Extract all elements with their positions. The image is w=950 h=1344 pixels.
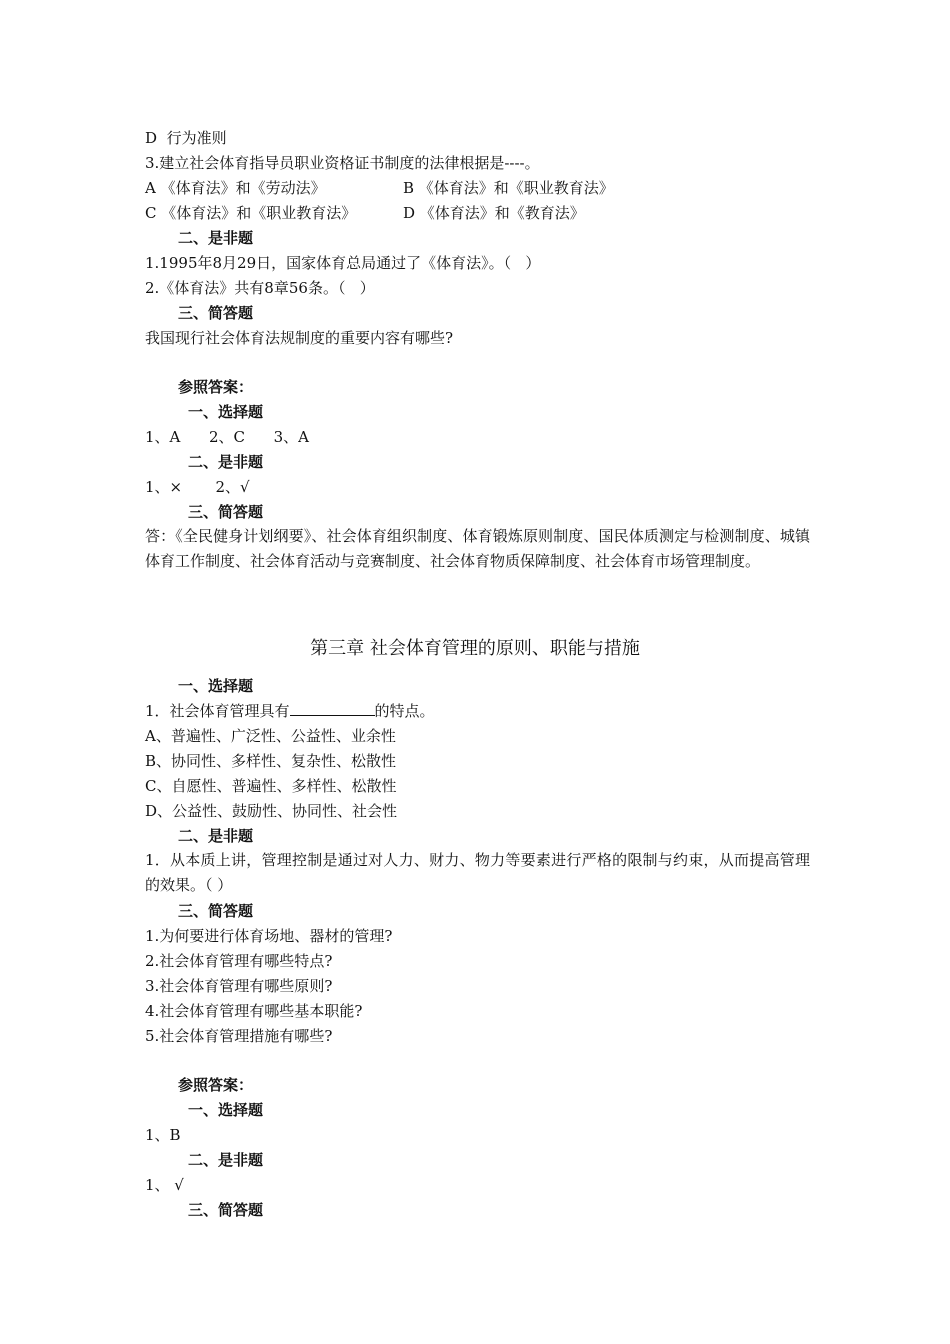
ch3-q1: [145, 701, 435, 721]
answers2-title: 参照答案：: [178, 1076, 254, 1094]
ch3-q1-suffix: 的特点。: [374, 702, 435, 720]
ch3-sa-item-5: 5.社会体育管理措施有哪些?: [145, 1027, 333, 1045]
answers-mc: 1、A 2、C 3、A: [145, 428, 309, 446]
answers-title: 参照答案：: [178, 378, 254, 396]
tf-heading: 二、是非题: [178, 229, 254, 247]
ch3-tf-item: 1．从本质上讲，管理控制是通过对人力、财力、物力等要素进行严格的限制与约束，从而提高管理的效果。（ ）: [145, 851, 810, 894]
chapter-title: 第三章 社会体育管理的原则、职能与措施: [310, 638, 640, 659]
q3-option-b: B 《体育法》和《职业教育法》: [403, 179, 614, 197]
q3-option-c: C 《体育法》和《职业教育法》: [145, 204, 357, 222]
q3-option-a: A 《体育法》和《劳动法》: [145, 179, 326, 197]
ch3-sa-item-2: 2.社会体育管理有哪些特点?: [145, 952, 333, 970]
answers2-tf-heading: 二、是非题: [188, 1151, 264, 1169]
answers-mc-heading: 一、选择题: [188, 403, 264, 421]
ch3-tf-heading: 二、是非题: [178, 827, 254, 845]
sa-heading: 三、简答题: [178, 304, 254, 322]
tf-item-1: 1.1995年8月29日，国家体育总局通过了《体育法》。（ ）: [145, 254, 541, 272]
ch3-sa-item-4: 4.社会体育管理有哪些基本职能?: [145, 1002, 363, 1020]
answers-sa-text: 答：《全民健身计划纲要》、社会体育组织制度、体育锻炼原则制度、国民体质测定与检测制度、城镇体育工作制度、社会体育活动与竞赛制度、社会体育物质保障制度、社会体育市场管理制度。: [145, 527, 810, 570]
ch3-q1-option-b: B、协同性、多样性、复杂性、松散性: [145, 752, 397, 770]
answers-tf: 1、× 2、√: [145, 478, 250, 496]
answers2-mc-heading: 一、选择题: [188, 1101, 264, 1119]
q2-option-d: D 行为准则: [145, 129, 227, 147]
ch3-q1-option-c: C、自愿性、普遍性、多样性、松散性: [145, 777, 397, 795]
q3-text: 3.建立社会体育指导员职业资格证书制度的法律根据是----。: [145, 154, 540, 172]
answers2-mc: 1、B: [145, 1126, 181, 1144]
ch3-mc-heading: 一、选择题: [178, 677, 254, 695]
ch3-sa-item-1: 1.为何要进行体育场地、器材的管理?: [145, 927, 393, 945]
tf-item-2: 2.《体育法》共有8章56条。（ ）: [145, 279, 375, 297]
q3-option-d: D 《体育法》和《教育法》: [403, 204, 585, 222]
ch3-sa-heading: 三、简答题: [178, 902, 254, 920]
ch3-sa-item-3: 3.社会体育管理有哪些原则?: [145, 977, 333, 995]
answers-sa-heading: 三、简答题: [188, 503, 264, 521]
ch3-q1-option-a: A、普遍性、广泛性、公益性、业余性: [145, 727, 396, 745]
answers-tf-heading: 二、是非题: [188, 453, 264, 471]
sa-question: 我国现行社会体育法规制度的重要内容有哪些?: [145, 329, 454, 347]
ch3-q1-prefix: 1．社会体育管理具有: [145, 702, 290, 720]
answers2-tf: 1、 √: [145, 1176, 184, 1194]
answers2-sa-heading: 三、简答题: [188, 1201, 264, 1219]
ch3-q1-option-d: D、公益性、鼓励性、协同性、社会性: [145, 802, 398, 820]
answer-blank: [290, 701, 375, 716]
